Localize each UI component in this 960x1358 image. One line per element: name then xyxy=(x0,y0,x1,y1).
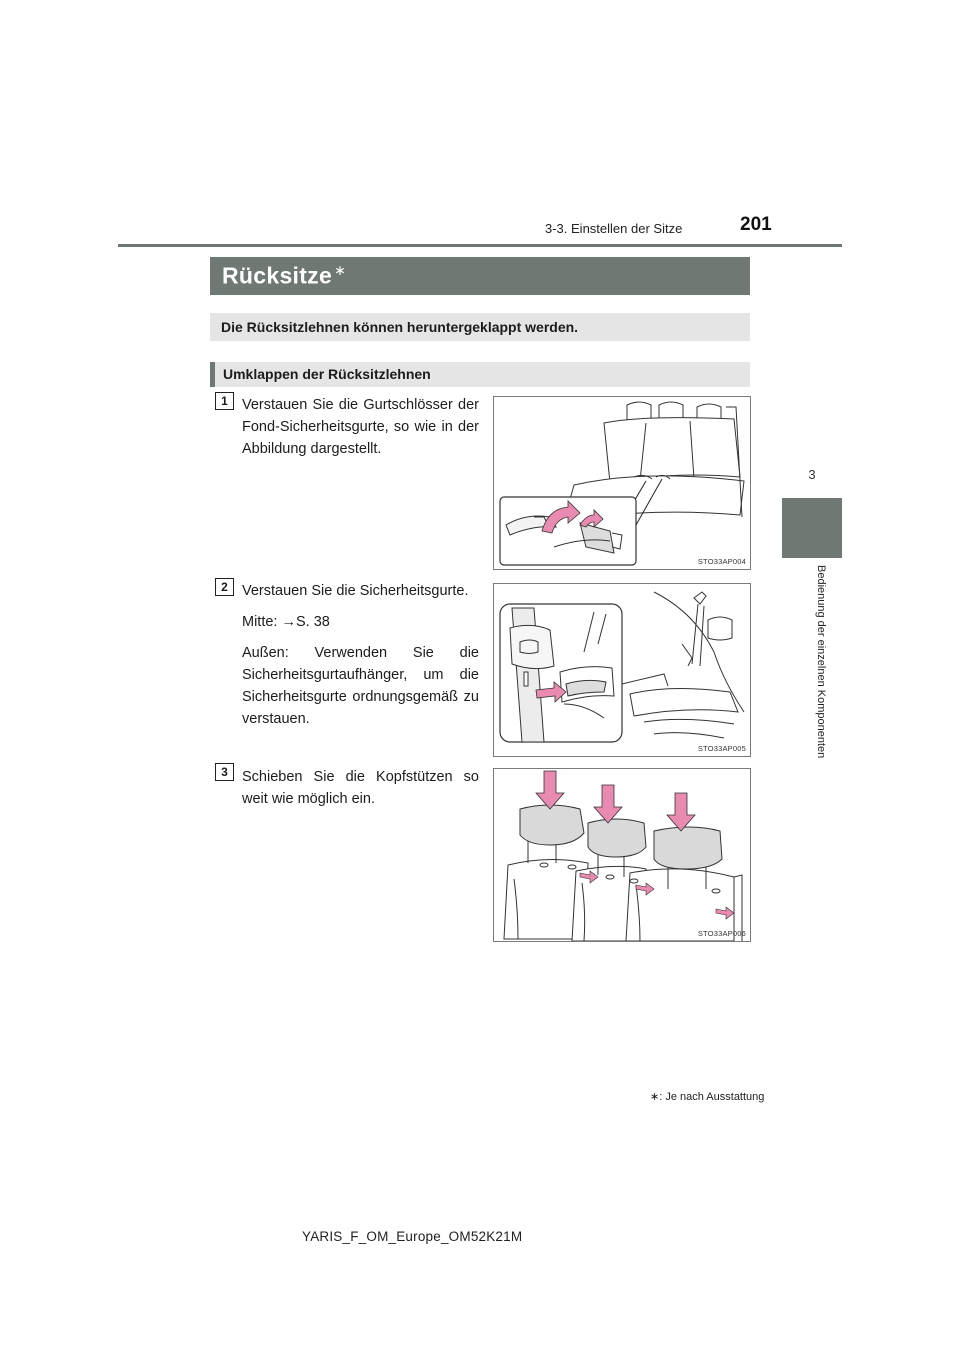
figure-code: STO33AP005 xyxy=(697,744,746,753)
step-number-3: 3 xyxy=(215,763,234,781)
step-3-paragraph: Schieben Sie die Kopfstützen so weit wie möglich ein. xyxy=(242,769,479,807)
page-number: 201 xyxy=(740,214,772,235)
step-number-1: 1 xyxy=(215,392,234,410)
page-title-text: Rücksitze xyxy=(222,262,333,289)
subheading: Umklappen der Rücksitzlehnen xyxy=(223,366,431,382)
figure-rear-seat-buckles xyxy=(493,396,751,570)
headrests-illustration xyxy=(494,769,750,941)
footnote-marker: ∗ xyxy=(650,1091,660,1103)
section-header: 3-3. Einstellen der Sitze xyxy=(545,221,683,236)
chapter-tab xyxy=(782,498,842,558)
step-2-paragraph-3: Außen: Verwenden Sie die Sicherheitsgurtaufhänger, um die Sicherheitsgurte ordnungsgemäß zu verstauen. xyxy=(242,645,479,727)
header-rule xyxy=(118,244,842,247)
figure-code: STO33AP004 xyxy=(697,557,746,566)
document-code: YARIS_F_OM_Europe_OM52K21M xyxy=(302,1229,523,1244)
subheading-accent xyxy=(210,362,215,387)
step-3-text xyxy=(242,766,479,819)
step-1-paragraph: Verstauen Sie die Gurtschlösser der Fond-Sicherheitsgurte, so wie in der Abbildung dargestellt. xyxy=(242,397,479,457)
title-marker: ∗ xyxy=(334,262,347,278)
step-2-paragraph-2: Mitte: →S. 38 xyxy=(242,614,330,630)
rear-seat-buckles-illustration xyxy=(494,397,750,569)
chapter-title: Bedienung der einzelnen Komponenten xyxy=(815,565,827,759)
figure-code: STO33AP006 xyxy=(697,929,746,938)
step-1-text xyxy=(242,394,479,469)
seatbelt-hanger-illustration xyxy=(494,584,750,756)
step-2-paragraph-1: Verstauen Sie die Sicherheitsgurte. xyxy=(242,583,469,599)
figure-seatbelt-hanger xyxy=(493,583,751,757)
step-2-text xyxy=(242,580,479,739)
step-number-2: 2 xyxy=(215,578,234,596)
chapter-number: 3 xyxy=(808,467,816,482)
footnote-text: : Je nach Ausstattung xyxy=(659,1091,765,1103)
intro-banner-text: Die Rücksitzlehnen können heruntergeklappt werden. xyxy=(221,319,579,335)
figure-headrests xyxy=(493,768,751,942)
page-title xyxy=(222,262,346,290)
footnote xyxy=(650,1090,764,1103)
